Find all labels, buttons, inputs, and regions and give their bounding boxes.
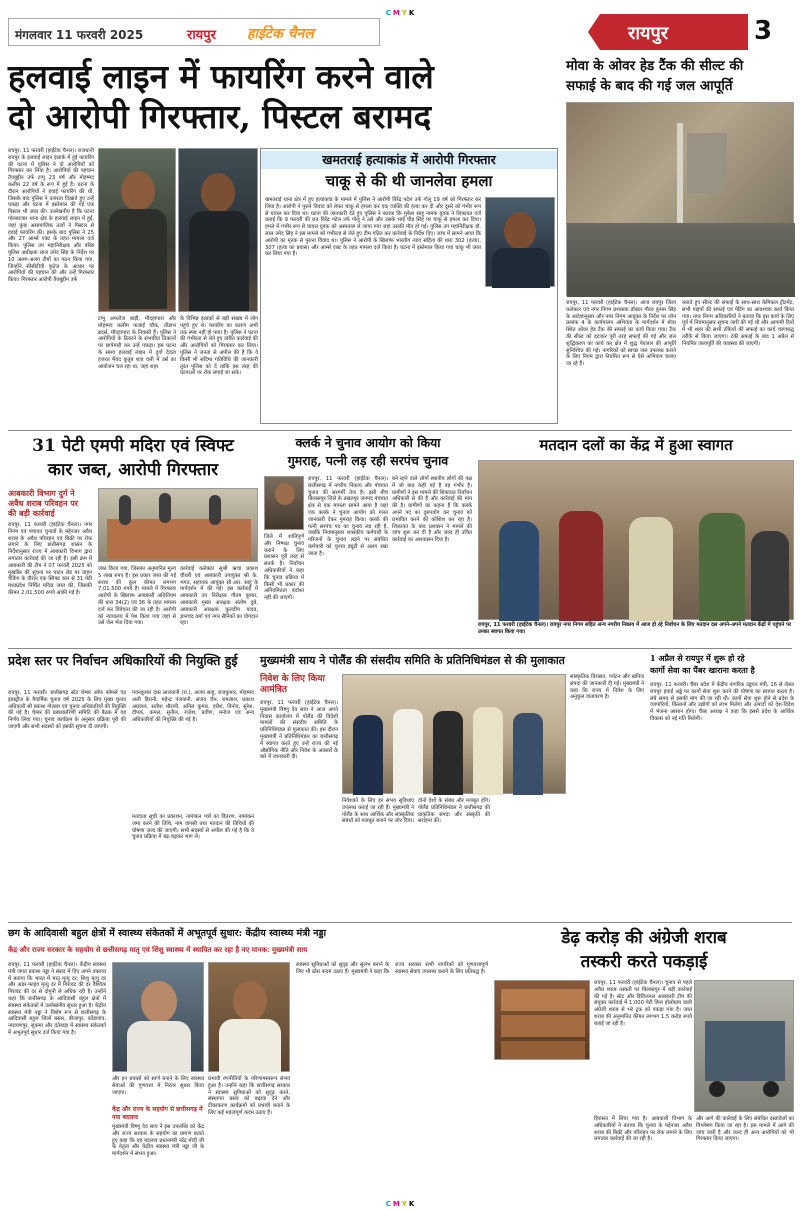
article-body-col5: स्वास्थ्य सुविधाओं को सुदृढ़ और सुलभ बनाने के लिए भी ठोस कदम उठाए हैं। मुख्यमंत्री ने कहा कि राज्य सरकार सभी नागरिकों को गुणवत्तापूर्ण स्वास्थ्य सेवाएं उपलब्ध कराने के लिए प्रतिबद्ध है। <box>296 962 488 975</box>
inset-headline-2: चाकू से की थी जानलेवा हमला <box>325 172 493 190</box>
masthead-date-box <box>8 18 380 46</box>
tank-cleaning-photo <box>566 102 794 296</box>
article-body: रायपुर, 11 फरवरी। चैंबर प्रदेश में केंद्रीय नागरिक उड्डयन मंत्री, 16 से लेकर रायपुर हवाई अड्डे पर कार्गो सेवा शुरू करने की घोषणा का स्वागत करता है। लंबे समय से इसकी मांग की जा रही थी। कार्गो सेवा शुरू होने से प्रदेश के व्यापारियों, किसानों और उद्योगों को लाभ मिलेगा और उत्पादों को देश-विदेश में भेजना आसान होगा। चैंबर अध्यक्ष ने कहा कि इससे प्रदेश के आर्थिक विकास को नई गति मिलेगी। <box>650 682 794 722</box>
polling-team-photo <box>478 460 794 620</box>
headline-line-1: हलवाई लाइन में फायरिंग करने वाले <box>8 57 434 96</box>
article-body-col3: मतदाता सूची का प्रकाशन, नामांकन पत्रों का वितरण, नामांकन जमा करने की तिथि, नाम वापसी तथा मतदान की तिथियों की घोषणा जल्द की जाएगी। सभी सदस्यों से अपील की गई है कि वे चुनाव प्रक्रिया में बढ़-चढ़कर भाग लें। <box>132 814 254 841</box>
headline-line-2: सफाई के बाद की गई जल आपूर्ति <box>566 78 733 94</box>
headline-line-2: गुमराह, पत्नी लड़ रही सरपंच चुनाव <box>287 453 449 468</box>
divider-h2 <box>8 648 792 649</box>
headline-line-1: क्लर्क ने चुनाव आयोग को किया <box>295 435 441 450</box>
article-body-col3: दोनों देशों के संबंध और मजबूत होंगे। पोलैंड प्रतिनिधिमंडल ने छत्तीसगढ़ की प्राकृतिक संपदा और संस्कृति की सराहना की। <box>418 798 490 825</box>
kicker <box>260 674 340 696</box>
headline-line-2: कार्गो सेवा का पैंबर खाराना करता है <box>650 665 755 675</box>
kicker-line-1: आबकारी विभाग दुर्ग ने <box>8 488 75 498</box>
bottom-cmyk <box>0 1191 800 1208</box>
cmyk-marks-bottom: C M Y K <box>385 1200 415 1208</box>
article-body-col2: जब्त किया गया, जिसका अनुमानित मूल्य 5 लाख रुपए है। इस प्रकार जब्त की गई शराब की कुल कीमत लगभग 7,01,500 रुपये है। मामले में गिरफ्तार आरोपी के खिलाफ आबकारी अधिनियम की धारा 34(2) एवं 36 के तहत मामला दर्ज कर विवेचना की जा रही है। आरोपी को न्यायालय में पेश किया गया जहां से उसे जेल भेज दिया गया। <box>98 566 176 627</box>
article-body-col3: के विभिन्न इलाकों से बड़ी संख्या में लोग पहुंचे हुए थे। फायरिंग का कारण अभी तक स्पष्ट नहीं हो पाया है। पुलिस ने घटना की गंभीरता से लेते हुए त्वरित कार्रवाई की और आरोपियों को गिरफ्तार कर लिया। पुलिस ने जनता से अपील की है कि वे किसी भी संदिग्ध गतिविधि की जानकारी तुरंत पुलिस को दें ताकि इस तरह की घटनाओं पर रोक लगाई जा सके। <box>180 316 258 377</box>
article-mowa-tank <box>566 56 794 428</box>
kicker <box>8 488 98 518</box>
deck: केंद्र और राज्य सरकार के सहयोग से छत्तीसगढ़ मातृ एवं शिशु स्वास्थ्य में स्थापित कर रहा है नए मानक: मुख्यमंत्री साय <box>8 945 308 954</box>
article-body-col1: रायपुर, 11 फरवरी (हाईटेक चैनल)। नगर निगम एवं पंचायत चुनावों के मद्देनजर अवैध शराब के अवैध परिवहन एवं बिक्री पर रोक लगाने के लिए छत्तीसगढ़ शासन के निर्देशानुसार राज्य में आबकारी विभाग द्वारा लगातार कार्रवाई की जा रही है। इसी क्रम में आबकारी की टीम ने 07 फरवरी 2025 को मुखबिर की सूचना पर पाटन रोड पर वाहन चेकिंग के दौरान एक स्विफ्ट कार से 31 पेटी मध्यप्रदेश निर्मित मदिरा जब्त की, जिसकी कीमत 2,01,500 रुपये आंकी गई है। <box>8 522 92 596</box>
article-body-col2: कराते हुए सील्ट की सफाई के साथ-साथ केमिकल ट्रीटमेंट, सभी पाइपों की सफाई एवं पेंटिंग का आवश्यक कार्य किया गया। नगर निगम अधिकारियों ने बताया कि इस कार्य के लिए पूर्व में नियमानुसार सूचना जारी की गई थी और आगामी दिनों में भी शहर की सभी टंकियों की सफाई का कार्य चरणबद्ध तरीके से किया जाएगा। टंकी सफाई के बाद 1 अप्रैल से नियमित जलापूर्ति की व्यवस्था की जाएगी। <box>682 300 794 347</box>
kicker-line-2: अवैध शराब परिवहन पर <box>8 498 79 508</box>
nadda-photo <box>112 962 204 1072</box>
article-clerk-election <box>264 434 472 646</box>
kicker: केंद्र और राज्य के सहयोग से छत्तीसगढ़ में नया बदलाव <box>112 1106 203 1121</box>
article-body-col2: और इन प्रयासों को स्वर्ण बनाने के लिए स्वास्थ्य सेवाओं की गुणवत्ता में निरंतर सुधार किया जाएगा। <box>112 1076 204 1096</box>
article-khamtarai-murder <box>260 148 558 424</box>
headline-line-1: 1 अप्रैल से रायपुर में शुरू हो रहे <box>650 653 745 663</box>
article-body-col1: रायपुर, 11 फरवरी (हाईटेक चैनल)। चुनाव से पहले अवैध शराब तस्करी पर बिलासपुर में बड़ी कार्रवाई की गई है। स्टेट और डिविजनल आबकारी टीम की संयुक्त कार्रवाई में 1,000 पेटी बिना होलोग्राम वाली अंग्रेजी शराब से भरे ट्रक को पकड़ा गया है। जब्त शराब की अनुमानित कीमत लगभग 1.5 करोड़ रुपये बताई जा रही है। <box>594 980 692 1027</box>
kicker-line-1: निवेश के लिए किया <box>260 674 325 684</box>
top-cmyk <box>0 0 800 17</box>
date-label: मंगलवार 11 फरवरी 2025 <box>15 28 144 42</box>
article-body-col1: रायपुर, 11 फरवरी (हाईटेक चैनल)। छत्तीसगढ़ में नगरीय निकाय और पंचायत चुनाव की सरगर्मी तेज है। इसी बीच बिलासपुर जिले के तखतपुर जनपद पंचायत क्षेत्र से एक मामला सामने आया है जहां एक क्लर्क ने चुनाव आयोग को गलत जानकारी देकर गुमराह किया। क्लर्क की पत्नी सरपंच पद का चुनाव लड़ रही है, जबकि नियमानुसार शासकीय कर्मचारी के परिजनों के चुनाव लड़ने पर संबंधित कर्मचारी को चुनाव ड्यूटी से अलग रखा जाता है। <box>308 476 388 557</box>
seizure-photo <box>98 488 258 562</box>
article-body-col1: रायपुर, 11 फरवरी (हाईटेक चैनल)। मुख्यमंत्री विष्णु देव साय ने आज अपने निवास कार्यालय में पोलैंड की विदेशी मामलों की संसदीय समिति के प्रतिनिधिमंडल से मुलाकात की। इस दौरान मुख्यमंत्री ने प्रतिनिधिमंडल का छत्तीसगढ़ में स्वागत करते हुए उन्हें राज्य की नई औद्योगिक नीति और निवेश के अवसरों के बारे में जानकारी दी। <box>260 700 338 761</box>
headline: मुख्यमंत्री साय ने पोलैंड की संसदीय समिति के प्रतिनिधिमंडल से की मुलाकात <box>260 654 565 667</box>
article-health-indicators <box>8 926 488 1192</box>
cm-delegation-photo <box>342 674 566 794</box>
inset-accused-photo <box>485 197 555 287</box>
article-election-officers <box>8 652 254 918</box>
article-cargo-service <box>650 652 794 918</box>
article-body-col2: बने रहने वाले लोगों स्थानीय लोगों की पक्ष में जो बात कही गई है वह गंभीर है। ग्रामीणों ने इस मामले की शिकायत निर्वाचन अधिकारी से की है और कार्रवाई की मांग की है। ग्रामीणों का कहना है कि क्लर्क अपने पद का दुरुपयोग कर चुनाव को प्रभावित करने की कोशिश कर रहा है। शिकायत के बाद प्रशासन ने मामले की जांच शुरू कर दी है और जल्द ही उचित कार्रवाई का आश्वासन दिया है। <box>392 476 472 544</box>
article-liquor-smuggling <box>494 926 794 1192</box>
article-body-col2: पवनकुमार दास लालवानी (रा.), अजय साहू, राजकुमार, मोहम्मद अली हिरानी, महेन्द्र पंजवानी, संजय जैन, रामलाल, प्रकाश अग्रवाल, सतीश थौरानी, अनिल कुमार, हरीश, विनोद, सुरेश, दीपक, कमल, सुनील, राजेश, प्रवीण, मनोज एवं अन्य अधिकारियों की नियुक्ति की गई है। <box>132 690 254 724</box>
headline-line-1: 31 पेटी एमपी मदिरा एवं स्विफ्ट <box>32 436 234 456</box>
article-polling-teams <box>478 434 794 646</box>
section-title: रायपुर <box>628 23 669 44</box>
article-body-col1: रायपुर, 11 फरवरी (हाईटेक चैनल)। आज रायपुर जिला कलेक्टर एवं नगर निगम प्रशासक डॉक्टर गौरव कुमार सिंह के आदेशानुसार और नगर निगम आयुक्त के निर्देश पर जोन क्रमांक 4 के कार्यपालन अभियंता के मार्गदर्शन में मोवा स्थित ओवर हेड टैंक की सफाई का कार्य किया गया। टैंक की सील्ट को हटाकर पूरी तरह सफाई की गई और जल शुद्धिकरण का कार्य कर क्षेत्र में शुद्ध पेयजल की आपूर्ति सुनिश्चित की गई। नागरिकों को स्वच्छ जल उपलब्ध कराने के लिए निगम द्वारा नियमित रूप से ऐसे अभियान चलाए जा रहे हैं। <box>566 300 676 368</box>
section-banner <box>588 14 792 50</box>
divider-h3 <box>8 922 792 923</box>
article-body-col2: हिरासत में लिया गया है। आबकारी विभाग के अधिकारियों ने बताया कि चुनाव के मद्देनजर अवैध शराब की बिक्री और परिवहन पर रोक लगाने के लिए लगातार कार्रवाई की जा रही है। <box>594 1116 692 1143</box>
accused-photo-1 <box>98 148 176 312</box>
headline-line-2: तस्करी करते पकड़ाई <box>580 952 708 972</box>
article-halwai-firing <box>8 56 560 426</box>
article-body-col3: मुख्यमंत्री विष्णु देव साय ने इस उपलब्धि को केंद्र और राज्य सरकार के सहयोग का प्रमाण बताते हुए कहा कि यह बदलाव प्रधानमंत्री नरेंद्र मोदी जी के नेतृत्व और केंद्रीय स्वास्थ्य मंत्री नड्डा जी के मार्गदर्शन में संभव हुआ। <box>112 1124 204 1158</box>
article-body-col4: प्रभावी रणनीतियों के परिणामस्वरूप संभव हुआ है। उन्होंने कहा कि छत्तीसगढ़ सरकार ने स्वास्थ्य सुविधाओं को सुदृढ़ करने, संस्थागत प्रसव को बढ़ावा देने और टीकाकरण कार्यक्रमों को प्रभावी बनाने के लिए कई महत्वपूर्ण कदम उठाए हैं। <box>208 1076 290 1116</box>
inset-headline-1: खमतराई हत्याकांड में आरोपी गिरफ्तार <box>261 151 557 169</box>
inset-body: खमतराई थाना क्षेत्र में हुए हत्याकांड के मामले में पुलिस ने आरोपी विरेंद्र पटेल उर्फ गोलू 19 वर्ष को गिरफ्तार कर लिया है। आरोपी ने पुराने विवाद को लेकर चाकू से हमला कर एक व्यक्ति की हत्या कर दी और दूसरे को गंभीर रूप से घायल कर दिया था। घटना की जानकारी देते हुए पुलिस ने बताया कि मुकेश साहू नामक युवक ने शिकायत दर्ज कराई कि 9 फरवरी की रात विरेंद्र पटेल उर्फ गोलू ने उसे और उसके भाई पीड़ सिंह पर चाकू से हमला कर दिया। हमले में गंभीर रूप से घायल युवक को अस्पताल ले जाया गया जहां उसकी मौत हो गई। पुलिस उप महानिरीक्षक डॉ. लाल उमेद सिंह ने इस मामले को गंभीरता से लेते हुए टीम गठित कर कार्रवाई के निर्देश दिए। जांच में सामने आया कि आरोपी का मृतक से पुराना विवाद था। पुलिस ने आरोपी के खिलाफ भारतीय न्याय संहिता की धारा 302 (हत्या), 307 (हत्या का प्रयास) और आर्म्स एक्ट के तहत मामला दर्ज किया है। घटना में इस्तेमाल किया गया चाकू भी जब्त कर लिया गया है। <box>265 197 481 258</box>
headline-line-2: दो आरोपी गिरफ्तार, पिस्टल बरामद <box>8 97 432 136</box>
article-liquor-seizure <box>8 434 258 646</box>
article-cm-poland <box>260 652 644 918</box>
divider-h1 <box>8 430 792 431</box>
headline-line-1: मोवा के ओवर हेड टैंक की सील्ट की <box>566 58 744 74</box>
article-body-col1: रायपुर, 11 फरवरी (हाईटेक चैनल)। केंद्रीय स्वास्थ्य मंत्री जगत प्रकाश नड्डा ने संसद में दिए अपने वक्तव्य में बताया कि भारत में मातृ मृत्यु दर, शिशु मृत्यु दर और अंडर-फाइव मृत्यु दर में गिरावट की दर वैश्विक गिरावट की दर से दोगुनी से अधिक रही है। उन्होंने कहा कि छत्तीसगढ़ के आदिवासी बहुल क्षेत्रों में स्वास्थ्य संकेतकों में उल्लेखनीय सुधार हुआ है। केंद्रीय स्वास्थ्य मंत्री नड्डा ने विशेष रूप से छत्तीसगढ़ के आदिवासी बहुल जिलों बस्तर, बीजापुर, कोंडागांव, नारायणपुर, सुकमा और दंतेवाड़ा में स्वास्थ्य संकेतकों में अभूतपूर्व सुधार दर्ज किया गया है। <box>8 962 106 1036</box>
article-body-col1: रायपुर, 11 फरवरी (हाईटेक चैनल)। राजधानी रायपुर के हलवाई लाइन इलाके में हुई फायरिंग की घटना में पुलिस ने दो आरोपियों को गिरफ्तार कर लिया है। आरोपियों की पहचान तैयबुद्दीन उर्फ टप्पू 23 वर्ष और मोहम्मद कलीम 22 वर्ष के रूप में हुई है। घटना के दौरान आरोपियों ने हवाई फायरिंग की थी, जिसके बाद पुलिस ने तत्परता दिखाते हुए उन्हें पकड़ा और घटना में इस्तेमाल की गई एक पिस्टल भी जब्त की। उल्लेखनीय है कि घटना गोलबाजार थाना क्षेत्र के हलवाई लाइन में हुई, जहां कुछ असामाजिक तत्वों ने पिस्टल से हवाई फायरिंग की। इसके बाद पुलिस ने 25 और 27 आर्म्स एक्ट के तहत मामला दर्ज किया। पुलिस उप महानिरीक्षक और वरिष्ठ पुलिस अधीक्षक लाल उमेद सिंह के निर्देश पर 10 अलग-अलग टीमों का गठन किया गया, जिन्होंने सीसीटीवी फुटेज के आधार पर आरोपियों की पहचान की और उन्हें गिरफ्तार किया। गिरफ्तार आरोपी तैयबुद्दीन उर्फ <box>8 148 94 284</box>
city-label: रायपुर <box>187 28 216 43</box>
cm-sai-photo <box>208 962 290 1072</box>
kicker-line-2: आमंत्रित <box>260 685 288 695</box>
photo-caption: रायपुर, 11 फरवरी (हाईटेक चैनल)। रायपुर नगर निगम सहित अन्य नगरीय निकाय में आज हो रहे निर्वाचन के लिए मतदान दल अपने-अपने मतदान केंद्रों में पहुंचने पर उनका स्वागत किया गया। <box>478 622 792 635</box>
headline: मतदान दलों का केंद्र में हुआ स्वागत <box>539 436 733 454</box>
article-body-col2: निवेशकों के लिए हर संभव सुविधाएं उपलब्ध कराई जा रही हैं। मुख्यमंत्री ने पोलैंड के साथ आर्थिक और सांस्कृतिक संबंधों को मजबूत बनाने पर जोर दिया। <box>342 798 414 825</box>
truck-photo <box>694 980 794 1112</box>
accused-photo-2 <box>178 148 258 312</box>
kicker-line-3: की बड़ी कार्रवाई <box>8 508 55 518</box>
article-body-col3: कार्रवाई कलेक्टर सुश्री ऋचा प्रकाश चौधरी एवं आबकारी उपायुक्त श्री के. भगत, सहायक आयुक्त सी.आर. साहू के मार्गदर्शन में की गई। इस कार्रवाई में आबकारी उप निरीक्षक गौतम कुमार, आबकारी मुख्य आरक्षक संतोष दुबे, आबकारी आरक्षक कुलदीप यादव, ज्ञानचंद वर्मा एवं नगर सैनिकों का योगदान रहा। <box>180 566 258 627</box>
page-number: 3 <box>754 16 773 46</box>
headline-line-2: कार जब्त, आरोपी गिरफ्तार <box>47 460 219 480</box>
article-body-col1: रायपुर, 11 फरवरी। छत्तीसगढ़ स्टेट चेम्बर ऑफ कॉमर्स एंड इंडस्ट्रीज के त्रैवार्षिक चुनाव वर्ष 2025 के लिए मुख्य चुनाव अधिकारी श्री प्रकाश गोलछा एवं चुनाव अधिकारियों की नियुक्ति की गई है। चेम्बर की प्रबंधकारिणी समिति की बैठक में यह निर्णय लिया गया। चुनाव कार्यक्रम के अनुसार प्रक्रिया पूरी की जाएगी और सभी सदस्यों को इसकी सूचना दी जाएगी। <box>8 690 126 730</box>
headline: छग के आदिवासी बहुल क्षेत्रों में स्वास्थ्य संकेतकों में अभूतपूर्व सुधार: केंद्रीय स्वास्थ्य मंत्री नड्डा <box>8 928 327 939</box>
masthead <box>8 14 792 52</box>
headline: प्रदेश स्तर पर निर्वाचन अधिकारियों की नियुक्ति हुई <box>8 653 238 668</box>
clerk-photo <box>264 476 304 530</box>
article-body-col3: जिले में शांतिपूर्ण और निष्पक्ष चुनाव कराने के लिए प्रशासन पूरी तरह से सतर्क है। निर्वाचन अधिकारियों ने कहा कि चुनाव प्रक्रिया में किसी भी प्रकार की अनियमितता बर्दाश्त नहीं की जाएगी। <box>264 534 304 602</box>
article-body-col4: सांस्कृतिक विरासत, पर्यटन और खनिज संपदा की जानकारी दी गई। मुख्यमंत्री ने कहा कि राज्य में निवेश के लिए अनुकूल वातावरण है। <box>570 674 644 701</box>
article-body-col3: और आगे की कार्रवाई के लिए संबंधित दस्तावेजों का विश्लेषण किया जा रहा है। इस मामले में आगे की जांच जारी है और जल्द ही अन्य आरोपियों को भी गिरफ्तार किया जाएगा। <box>696 1116 794 1143</box>
cmyk-marks: C M Y K <box>385 9 415 17</box>
brand-logo: हाईटेक चैनल <box>247 26 314 42</box>
headline-line-1: डेढ़ करोड़ की अंग्रेजी शराब <box>561 928 727 948</box>
article-body-col2: टप्पू अफरोज बाड़ी, मौदहापारा और मोहम्मद कलीम फजाई चौक, तीडाभ ब्रदर्स, मौदहापारा के निवासी हैं। पुलिस ने आरोपियों के ठिकाने के संभावित ठिकानों पर छापेमारी कर उन्हें पकड़ा। इस घटना के समय हलवाई लाइन में दुर्गा देवता हजरत मैयद कुतुब शाह वली में उर्स का आयोजन चल रहा था, जहां शहर <box>98 316 176 370</box>
liquor-crates-photo <box>494 980 590 1060</box>
